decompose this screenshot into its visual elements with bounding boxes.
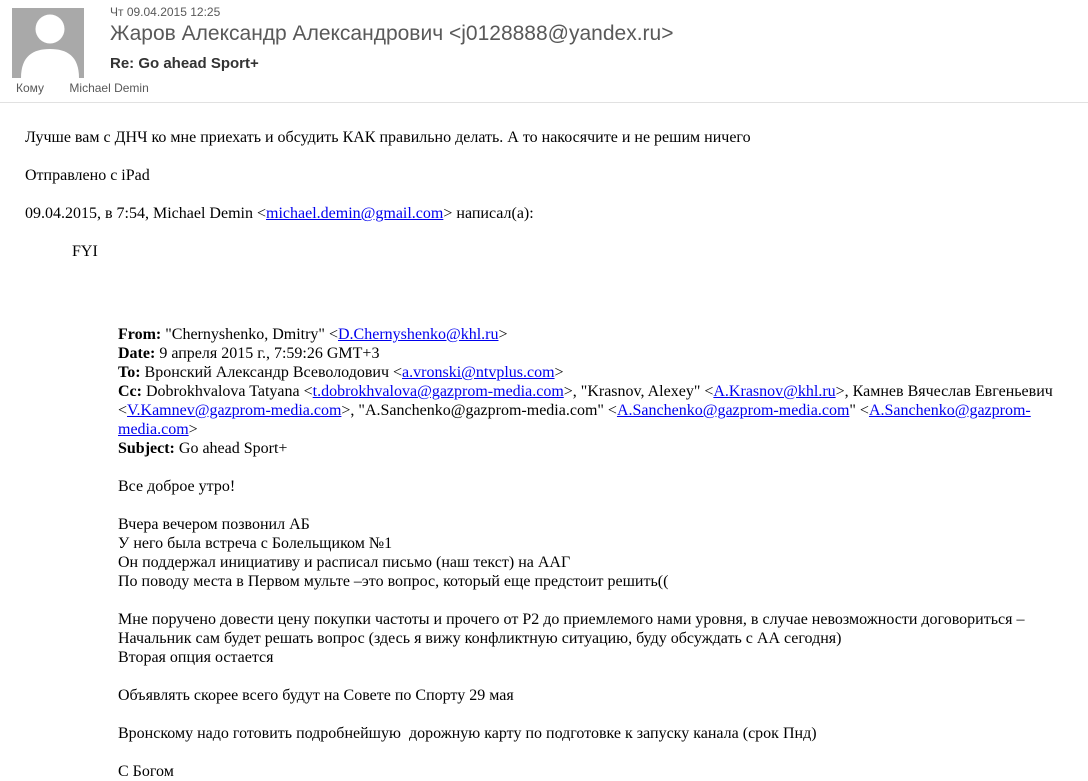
quoted-paragraph (118, 515, 1074, 591)
text-segment: "Chernyshenko, Dmitry" < (165, 326, 338, 343)
quoted-header-label: To: (118, 364, 145, 381)
to-label: Кому (16, 81, 45, 95)
message-header (0, 0, 1088, 104)
quoted-line: Вчера вечером позвонил АБ (118, 516, 310, 533)
message-paragraph: Лучше вам с ДНЧ ко мне приехать и обсудить КАК правильно делать. А то накосячите и не решим ничего (25, 129, 751, 146)
sender-name[interactable]: Жаров Александр Александрович <j0128888@yandex.ru> (110, 22, 674, 45)
quoted-header-to (118, 363, 1074, 382)
email-address-link[interactable]: A.Sanchenko@gazprom-media.com (616, 402, 850, 419)
quoted-paragraph (118, 477, 1074, 496)
quoted-line: Мне поручено довести цену покупки частоты и прочего от Р2 до приемлемого нами уровня, в случае невозможности договориться – (118, 611, 1025, 628)
quoted-line: Все доброе утро! (118, 478, 236, 495)
text-segment: >, "A.Sanchenko@gazprom-media.com" < (341, 402, 617, 419)
message-subject: Re: Go ahead Sport+ (110, 55, 259, 72)
email-address-link[interactable]: t.dobrokhvalova@gazprom-media.com (312, 383, 564, 400)
email-address-link[interactable]: V.Kamnev@gazprom-media.com (127, 402, 342, 419)
quoted-line: По поводу места в Первом мульте –это вопрос, который еще предстоит решить(( (118, 573, 669, 590)
quoted-header-date (118, 344, 1074, 363)
text-segment: " < (849, 402, 869, 419)
quoted-line: Вронскому надо готовить подробнейшую дорожную карту по подготовке к запуску канала (срок Пнд) (118, 725, 817, 742)
quoted-header-cc (118, 382, 1074, 401)
quoted-header-label: Date: (118, 345, 160, 362)
message-paragraph-reply-attribution (25, 204, 1074, 223)
quoted-line: У него была встреча с Болельщиком №1 (118, 535, 393, 552)
text-segment: Вронский Александр Всеволодович < (144, 364, 403, 381)
quoted-paragraph (118, 762, 1074, 781)
quoted-header-label: From: (118, 326, 166, 343)
text-segment: 9 апреля 2015 г., 7:59:26 GMT+3 (159, 345, 380, 362)
fyi-text: FYI (72, 243, 98, 260)
email-address-link[interactable]: a.vronski@ntvplus.com (402, 364, 555, 381)
quoted-line: Начальник сам будет решать вопрос (здесь я вижу конфликтную ситуацию, буду обсуждать с АА сегодня) (118, 630, 842, 647)
text-segment: > (554, 364, 564, 381)
quoted-header-subject (118, 439, 1074, 458)
sender-avatar (12, 8, 84, 78)
message-body (0, 103, 1088, 781)
message-timestamp: Чт 09.04.2015 12:25 (110, 5, 221, 19)
quoted-line: Вторая опция остается (118, 649, 274, 666)
email-address-link[interactable]: A.Sanchenko@gazprom-media.com (118, 402, 1031, 438)
email-address-link[interactable]: michael.demin@gmail.com (266, 205, 444, 222)
quoted-line: С Богом (118, 763, 174, 780)
recipient-name[interactable]: Michael Demin (69, 81, 149, 95)
text-segment: >, "Krasnov, Alexey" < (563, 383, 714, 400)
quoted-paragraph (118, 724, 1074, 743)
text-segment: < (118, 402, 128, 419)
person-silhouette-icon (12, 8, 84, 78)
email-address-link[interactable]: D.Chernyshenko@khl.ru (337, 326, 499, 343)
quoted-paragraph (118, 686, 1074, 705)
quoted-header-label: Subject: (118, 440, 179, 457)
quoted-header-label: Cc: (118, 383, 146, 400)
quoted-line: Объявлять скорее всего будут на Совете по Спорту 29 мая (118, 687, 514, 704)
text-segment: Go ahead Sport+ (178, 440, 288, 457)
email-address-link[interactable]: A.Krasnov@khl.ru (713, 383, 836, 400)
text-segment: > (498, 326, 508, 343)
quoted-line: Он поддержал инициативу и расписал письмо (наш текст) на ААГ (118, 554, 571, 571)
text-segment: >, Камнев Вячеслав Евгеньевич (835, 383, 1053, 400)
text-segment: > написал(а): (443, 205, 534, 222)
text-segment: Dobrokhvalova Tatyana < (145, 383, 313, 400)
quoted-header-from (118, 325, 1074, 344)
text-segment: > (188, 421, 198, 438)
text-segment: 09.04.2015, в 7:54, Michael Demin < (25, 205, 266, 222)
quoted-message (118, 325, 1074, 781)
message-paragraph: Отправлено с iPad (25, 167, 150, 184)
quoted-header-cc-continued (118, 401, 1074, 439)
quoted-paragraph (118, 610, 1074, 667)
recipient-row (16, 81, 149, 95)
